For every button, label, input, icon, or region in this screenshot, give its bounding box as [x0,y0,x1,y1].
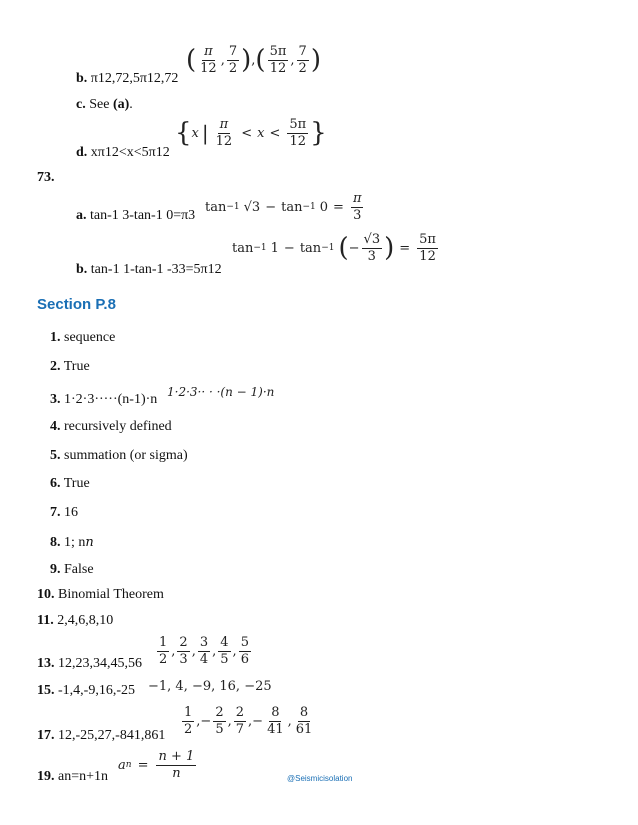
item-label: a. [76,208,87,223]
item-72c: c. See (a). [76,97,133,112]
math-15: −1, 4, −9, 16, −25 [148,679,272,694]
list-item-5: 5. summation (or sigma) [50,448,188,463]
item-73 [37,170,55,186]
item-text: See [85,97,113,112]
list-item-11: 11. 2,4,6,8,10 [37,613,114,628]
item-label: b. [76,71,88,86]
list-item-19: 19. an=n+1n [37,769,109,784]
watermark: @Seismicisolation [287,774,353,783]
list-item-9: 9. False [50,562,94,577]
section-heading: Section P.8 [37,296,116,313]
item-73b [76,262,222,278]
item-text: tan-1 3-tan-1 0=π3 [86,208,196,223]
item-label: d. [76,145,88,160]
math-73b: tan −1 1 − tan −1 ( − $\frac{√3}{3}$ ) = $\frac{5\pi}{12}$ [232,232,436,264]
list-item-1: 1. sequence [50,330,116,345]
list-item-8: 8. 1; nn [50,535,94,550]
item-72b [76,71,178,87]
list-item-7: 7. 16 [50,505,78,520]
item-text: xπ12<x<5π12 [87,145,170,160]
item-label: 73. [37,170,55,185]
item-label: c. [76,97,86,112]
list-item-6: 6. True [50,476,90,491]
item-73a [76,208,195,224]
item-text: π12,72,5π12,72 [87,71,179,86]
list-item-2: 2. True [50,359,90,374]
list-item-10: 10. Binomial Theorem [37,587,164,602]
math-19: a n = $\frac{n + 1}{n}$ [118,749,195,781]
math-3: 1·2·3·· · ·(n − 1)·n [167,385,275,399]
list-item-13: 13. 12,23,34,45,56 [37,656,142,671]
item-72d [76,145,170,161]
list-item-17: 17. 12,-25,27,-841,861 [37,728,166,743]
item-text: tan-1 1-tan-1 -33=5π12 [87,262,222,277]
item-label: b. [76,262,88,277]
list-item-3: 3. 1·2·3·····(n-1)·n [50,392,158,407]
math-72b: ( $\frac{\pi}{12}$ , $\frac{7}{2}$ ) , ( $\frac{5\pi}{12}$ , $\frac{7}{2}$ ) [186,44,321,76]
list-item-15: 15. -1,4,-9,16,-25 [37,683,135,698]
math-13: $\frac{1}{2}$ , $\frac{2}{3}$ , $\frac{3}{4}$ , $\frac{4}{5}$ , $\frac{5}{6}$ [159,635,249,667]
item-ref: (a) [112,97,130,112]
math-73a: tan −1 √3 − tan −1 0 = $\frac{\pi}{3}$ [205,191,362,223]
math-72d: { x | $\frac{\pi}{12}$ < x < $\frac{5\pi}{12}$ } [175,117,327,149]
list-item-4: 4. recursively defined [50,419,172,434]
math-17: $\frac{1}{2}$ , − $\frac{2}{5}$ , $\frac{2}{7}$ , − $\frac{8}{41}$ , $\frac{8}{61}$ [184,705,313,737]
